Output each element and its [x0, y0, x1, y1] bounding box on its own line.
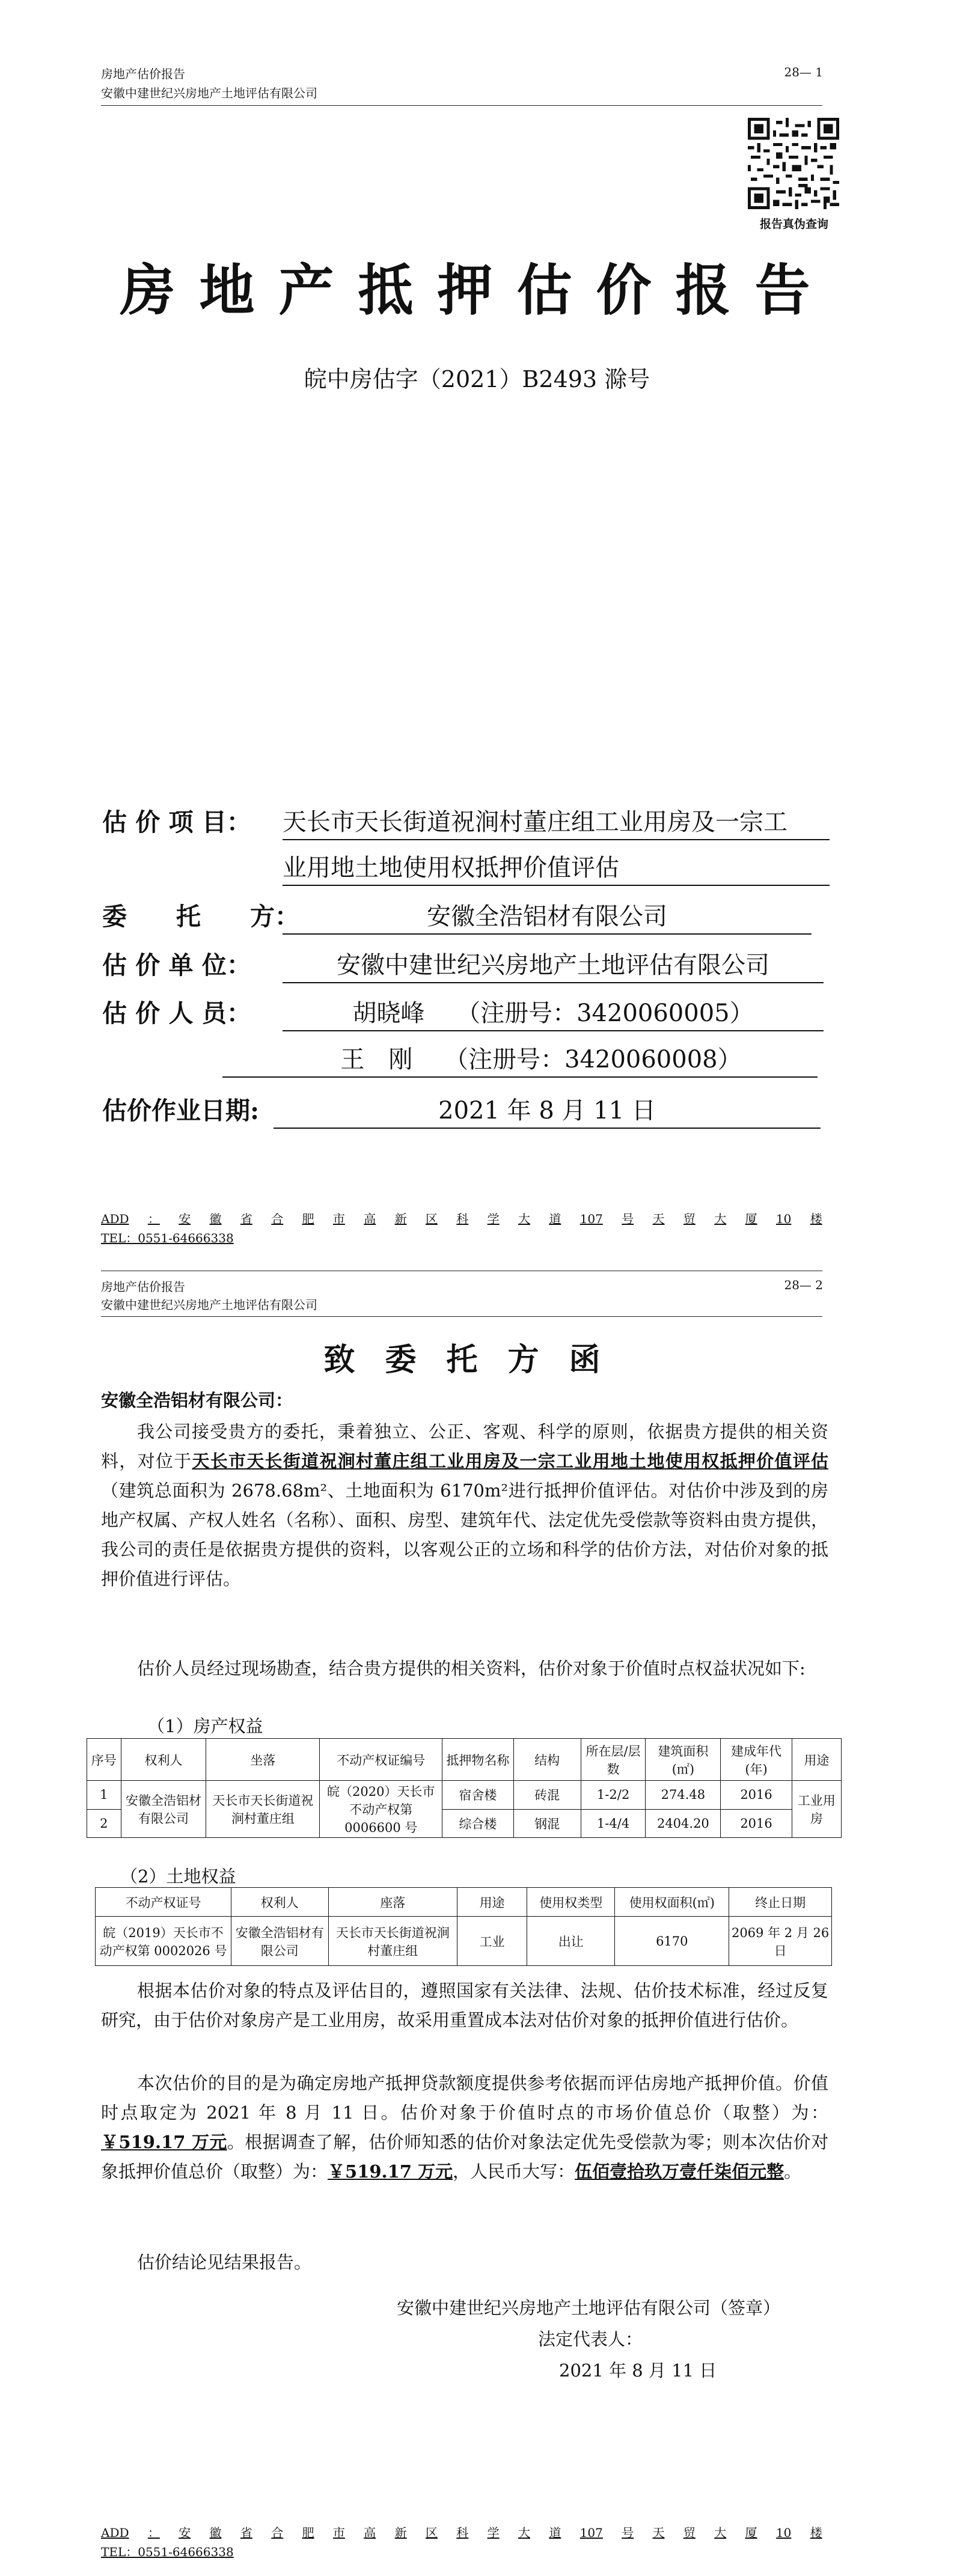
- footer-address-token: 徽: [209, 2526, 222, 2540]
- house-rights-caption: （1）房产权益: [147, 1716, 263, 1736]
- staff-underline-2: [222, 1076, 818, 1078]
- table-header: 使用权类型: [527, 1888, 615, 1917]
- table-cell: 274.48: [646, 1781, 721, 1810]
- table-header: 终止日期: [729, 1888, 832, 1917]
- footer-address-token: 道: [549, 1212, 561, 1226]
- footer-address-token: 贸: [683, 1212, 696, 1226]
- table-header: 不动产权证号: [96, 1888, 231, 1917]
- unit-value: 安徽中建世纪兴房地产土地评估有限公司: [337, 951, 769, 979]
- table-cell: 1: [87, 1781, 121, 1810]
- table-header: 坐落: [206, 1739, 320, 1781]
- table-cell: 出让: [527, 1917, 615, 1966]
- table-cell: 2016: [721, 1781, 792, 1810]
- client-value: 安徽全浩铝材有限公司: [427, 903, 667, 930]
- table-cell: 钢混: [513, 1809, 581, 1838]
- paragraph-intro: [101, 1417, 828, 1594]
- header-company: 安徽中建世纪兴房地产土地评估有限公司: [101, 86, 317, 100]
- header-company: 安徽中建世纪兴房地产土地评估有限公司: [101, 1298, 317, 1312]
- table-header: 序号: [87, 1739, 121, 1781]
- footer-address-token: 科: [456, 2526, 469, 2540]
- footer-address-token: 大: [714, 2526, 727, 2540]
- footer-address-token: 徽: [209, 1212, 222, 1226]
- footer-address-token: ：: [147, 2526, 160, 2540]
- project-value-line1: 天长市天长街道祝涧村董庄组工业用房及一宗工: [283, 808, 787, 836]
- unit-label: 估 价 单 位：: [102, 951, 251, 980]
- table-header: 使用权面积(㎡): [615, 1888, 729, 1917]
- header-rule: [101, 1316, 822, 1317]
- header-rule: [101, 105, 822, 106]
- footer-address-token: 天: [652, 2526, 665, 2540]
- date-value: 2021 年 8 月 11 日: [438, 1097, 656, 1125]
- table-row: [87, 1781, 842, 1810]
- footer-address-token: 省: [240, 2526, 252, 2540]
- land-rights-caption: （2）土地权益: [120, 1866, 236, 1887]
- table-header: 建成年代(年): [721, 1739, 792, 1781]
- table-cell: 安徽全浩铝材有限公司: [121, 1781, 206, 1838]
- table-cell: 1-4/4: [581, 1809, 646, 1838]
- footer-address-token: 107: [579, 2526, 603, 2540]
- addressee: 安徽全浩铝材有限公司：: [101, 1390, 293, 1411]
- footer-address-token: 科: [456, 1212, 469, 1226]
- intro-subject: 天长市天长街道祝涧村董庄组工业用房及一宗工业用地土地使用权抵押价值评估: [192, 1451, 828, 1471]
- project-underline-2: [283, 885, 830, 886]
- paragraph-conclusion: [101, 2069, 828, 2187]
- footer-address-token: 安: [179, 2526, 191, 2540]
- footer-telephone: TEL：0551-64666338: [101, 1231, 234, 1245]
- page-number: 28— 1: [784, 65, 823, 79]
- footer-address: [101, 2523, 822, 2542]
- date-label: 估价作业日期:: [102, 1096, 260, 1125]
- signature-company: 安徽中建世纪兴房地产土地评估有限公司（签章）: [397, 2298, 781, 2318]
- table-header: 用途: [457, 1888, 527, 1917]
- footer-address-token: 大: [518, 1212, 530, 1226]
- footer-address-token: ：: [147, 1212, 160, 1226]
- table-cell: 宿舍楼: [442, 1781, 513, 1810]
- footer-address-token: 号: [622, 2526, 634, 2540]
- footer-address-token: 道: [549, 2526, 561, 2540]
- table-cell: 2069 年 2 月 26 日: [729, 1917, 832, 1966]
- footer-address-token: 厦: [745, 2526, 757, 2540]
- footer-address-token: 高: [364, 2526, 376, 2540]
- table-header-row: [96, 1888, 832, 1917]
- table-cell: 综合楼: [442, 1809, 513, 1838]
- footer-address-token: 大: [518, 2526, 530, 2540]
- page-number: 28— 2: [784, 1278, 823, 1292]
- page-footer: [101, 2523, 822, 2562]
- table-cell: 天长市天长街道祝涧村董庄组: [206, 1781, 320, 1838]
- footer-address: [101, 1209, 822, 1228]
- signature-representative: 法定代表人：: [538, 2329, 643, 2349]
- footer-address-token: 大: [714, 1212, 727, 1226]
- footer-address-token: 合: [271, 2526, 284, 2540]
- footer-address-token: 肥: [302, 2526, 314, 2540]
- footer-address-token: 安: [179, 1212, 191, 1226]
- staff-underline-1: [283, 1030, 824, 1031]
- footer-address-token: 10: [775, 2526, 792, 2540]
- table-header: 所在层/层数: [581, 1739, 646, 1781]
- footer-address-token: 合: [271, 1212, 284, 1226]
- letter-title: 致委托方函: [323, 1341, 631, 1378]
- table-cell: 天长市天长街道祝涧村董庄组: [328, 1917, 457, 1966]
- paragraph-method: 根据本估价对象的特点及评估目的，遵照国家有关法律、法规、估价技术标准，经过反复研究，由于估价对象房产是工业用房，故采用重置成本法对估价对象的抵押价值进行估价。: [101, 1980, 828, 2030]
- table-header: 座落: [328, 1888, 457, 1917]
- table-header: 抵押物名称: [442, 1739, 513, 1781]
- footer-address-token: 区: [425, 2526, 438, 2540]
- table-header: 权利人: [121, 1739, 206, 1781]
- footer-address-token: ADD: [101, 1212, 129, 1226]
- table-cell: 1-2/2: [581, 1781, 646, 1810]
- house-rights-table: [87, 1738, 842, 1838]
- mortgage-value-in-words: 伍佰壹拾玖万壹仟柒佰元整: [575, 2161, 784, 2182]
- table-cell: 工业: [457, 1917, 527, 1966]
- header-report-type: 房地产估价报告: [101, 67, 185, 81]
- project-value-line2: 业用地土地使用权抵押价值评估: [283, 854, 619, 882]
- table-cell: 工业用房: [792, 1781, 841, 1838]
- footer-address-token: 天: [652, 1212, 665, 1226]
- footer-address-token: 市: [332, 2526, 345, 2540]
- staff-label: 估 价 人 员：: [102, 999, 251, 1028]
- project-underline-1: [283, 839, 830, 840]
- footer-address-token: 新: [394, 1212, 407, 1226]
- conclusion-text-d: 。: [784, 2161, 802, 2182]
- table-header: 用途: [792, 1739, 841, 1781]
- report-title: 房地产抵押估价报告: [120, 258, 834, 323]
- footer-address-token: 新: [394, 2526, 407, 2540]
- conclusion-text-a: 本次估价的目的是为确定房地产抵押贷款额度提供参考依据而评估房地产抵押价值。价值时点取定为 2021 年 8 月 11 日。估价对象于价值时点的市场价值总价（取整）为：: [101, 2073, 828, 2123]
- footer-address-token: 厦: [745, 1212, 757, 1226]
- page-footer: [101, 1209, 822, 1248]
- table-cell: 2: [87, 1809, 121, 1838]
- table-header-row: [87, 1739, 842, 1781]
- cover-page: [0, 0, 954, 1262]
- footer-address-token: 市: [332, 1212, 345, 1226]
- footer-address-token: 高: [364, 1212, 376, 1226]
- paragraph-inspection: 估价人员经过现场勘查，结合贵方提供的相关资料，估价对象于价值时点权益状况如下:: [137, 1658, 806, 1679]
- conclusion-text-c: ，人民币大写：: [453, 2161, 575, 2182]
- client-label: 委 托 方：: [102, 902, 299, 931]
- land-rights-table: [95, 1887, 832, 1966]
- paragraph-see-report: 估价结论见结果报告。: [137, 2252, 312, 2272]
- footer-address-token: 省: [240, 1212, 252, 1226]
- mortgage-value: ￥519.17 万元: [328, 2161, 453, 2182]
- footer-address-token: 10: [775, 1212, 792, 1226]
- unit-underline: [283, 982, 824, 983]
- table-cell: 6170: [615, 1917, 729, 1966]
- table-header: 权利人: [231, 1888, 328, 1917]
- footer-address-token: 号: [622, 1212, 634, 1226]
- conclusion-text-b: 。根据调查了解，估价师知悉的估价对象法定优先受偿款为零；则本次估价对象抵押价值总价（取整）为：: [101, 2132, 828, 2182]
- table-row: [96, 1917, 832, 1966]
- table-cell: 皖（2019）天长市不动产权第 0002026 号: [96, 1917, 231, 1966]
- footer-address-token: 贸: [683, 2526, 696, 2540]
- intro-text-a: 我公司接受贵方的委托，秉着独立、公正、客观、科学的原则，依据贵方提供的相关资料，对位于: [101, 1421, 828, 1471]
- footer-address-token: 学: [487, 1212, 500, 1226]
- staff-value-2: 王 刚 （注册号：3420060008）: [340, 1046, 742, 1073]
- header-report-type: 房地产估价报告: [101, 1280, 185, 1294]
- table-cell: 安徽全浩铝材有限公司: [231, 1917, 328, 1966]
- client-underline: [283, 933, 812, 935]
- table-cell: 砖混: [513, 1781, 581, 1810]
- signature-date: 2021 年 8 月 11 日: [559, 2360, 717, 2381]
- intro-text-c: （建筑总面积为 2678.68m²、土地面积为 6170m²进行抵押价值评估。对估价中涉及到的房地产权属、产权人姓名（名称）、面积、房型、建筑年代、法定优先受偿款等资料由贵方提供，我公司的责任是依据贵方提供的资料，以客观公正的立场和科学的估价方法，对估价对象的抵押价值进行评估。: [101, 1480, 828, 1589]
- footer-address-token: 107: [579, 1212, 603, 1226]
- project-label: 估 价 项 目：: [102, 808, 251, 837]
- table-header: 结构: [513, 1739, 581, 1781]
- footer-telephone: TEL：0551-64666338: [101, 2545, 234, 2559]
- table-cell: 2016: [721, 1809, 792, 1838]
- document-number: 皖中房估字（2021）B2493 滁号: [304, 366, 650, 392]
- table-cell: 皖（2020）天长市不动产权第0006600 号: [320, 1781, 442, 1838]
- footer-address-token: 肥: [302, 1212, 314, 1226]
- market-value: ￥519.17 万元: [101, 2132, 227, 2152]
- date-underline: [274, 1128, 821, 1129]
- footer-address-token: 楼: [810, 1212, 822, 1226]
- footer-address-token: 楼: [810, 2526, 822, 2540]
- letter-page: [0, 1262, 954, 2576]
- staff-value-1: 胡晓峰 （注册号：3420060005）: [352, 1000, 754, 1027]
- table-header: 建筑面积(㎡): [646, 1739, 721, 1781]
- footer-address-token: 学: [487, 2526, 500, 2540]
- footer-address-token: ADD: [101, 2526, 129, 2540]
- qr-code-icon[interactable]: [748, 118, 839, 209]
- table-header: 不动产权证编号: [320, 1739, 442, 1781]
- footer-address-token: 区: [425, 1212, 438, 1226]
- qr-caption: 报告真伪查询: [759, 218, 828, 231]
- table-cell: 2404.20: [646, 1809, 721, 1838]
